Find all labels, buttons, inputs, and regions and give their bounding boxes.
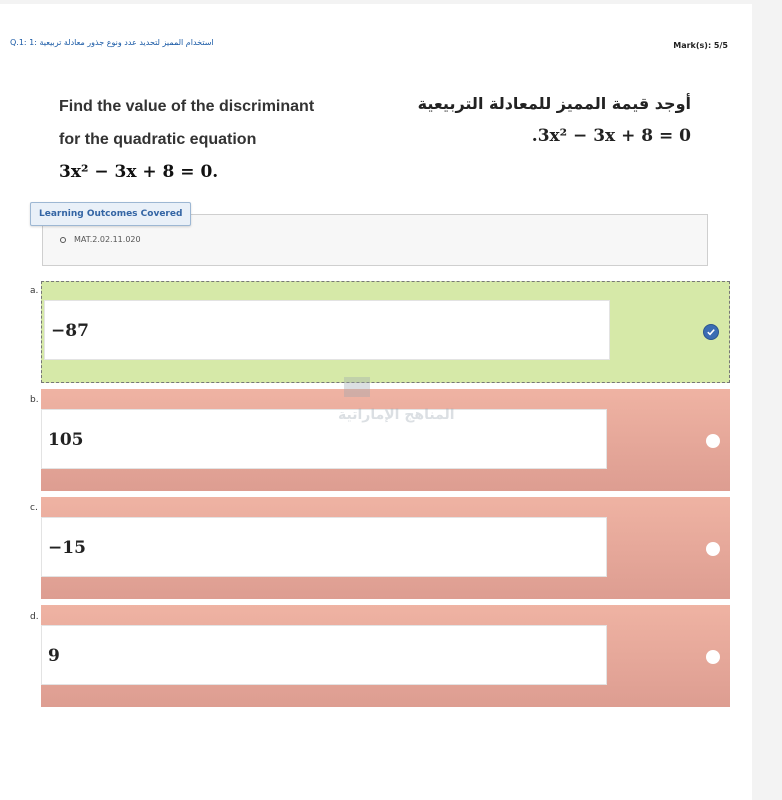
prompt-en-equation: 3x² − 3x + 8 = 0.	[59, 162, 219, 182]
learning-outcomes-tab[interactable]: Learning Outcomes Covered	[30, 202, 191, 226]
prompt-ar-equation: .3x² − 3x + 8 = 0	[531, 126, 691, 146]
quiz-page	[0, 4, 752, 800]
learning-outcome-item	[60, 235, 141, 244]
option-d-radio[interactable]	[706, 650, 720, 664]
question-prompt-english	[59, 90, 389, 189]
option-b-answer: 105	[41, 409, 607, 469]
option-letter-d: d.	[30, 612, 39, 622]
option-a[interactable]	[41, 281, 730, 383]
option-c-answer: −15	[41, 517, 607, 577]
question-header: استخدام المميز لتحديد عدد ونوع جذور معادلة تربيعية :Q.1: 1	[10, 38, 214, 47]
option-b-radio[interactable]	[706, 434, 720, 448]
check-icon	[706, 327, 716, 337]
option-c[interactable]	[41, 497, 730, 599]
prompt-en-line1: Find the value of the discriminant	[59, 98, 315, 115]
option-d-answer: 9	[41, 625, 607, 685]
prompt-en-line2: for the quadratic equation	[59, 131, 257, 148]
question-prompt-arabic	[391, 88, 691, 152]
learning-outcome-code: MAT.2.02.11.020	[74, 235, 141, 244]
option-letter-a: a.	[30, 286, 39, 296]
marks-label: Mark(s): 5/5	[673, 41, 728, 50]
prompt-ar-line1: أوجد قيمة المميز للمعادلة التربيعية	[417, 94, 691, 113]
option-c-radio[interactable]	[706, 542, 720, 556]
option-a-answer: −87	[44, 300, 610, 360]
option-b[interactable]	[41, 389, 730, 491]
option-d[interactable]	[41, 605, 730, 707]
watermark-text: المناهج الإماراتية	[338, 407, 455, 423]
option-letter-b: b.	[30, 395, 39, 405]
bullet-icon	[60, 237, 66, 243]
option-letter-c: c.	[30, 503, 38, 513]
option-a-radio[interactable]	[703, 324, 719, 340]
